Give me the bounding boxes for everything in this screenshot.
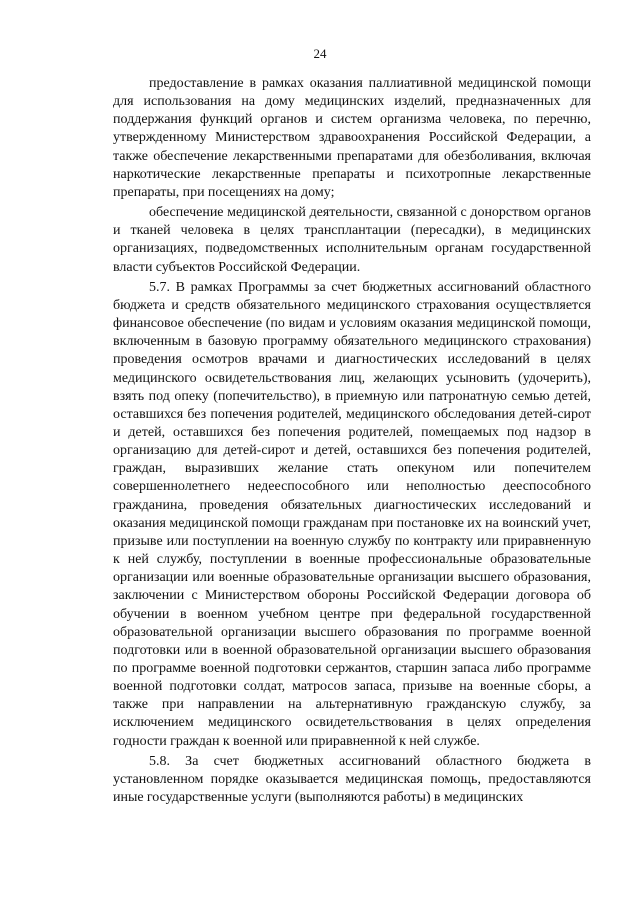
paragraph-section-5-7: 5.7. В рамках Программы за счет бюджетных ассигнований областного бюджета и средств обязательного медицинского страхования осуществляется финансовое обеспечение (по видам и условиям оказания медицинской помощи, включенным в базовую программу обязательного медицинского страхования) проведения осмотров врачами и диагностических исследований в целях медицинского освидетельствования лиц, желающих усыновить (удочерить), взять под опеку (попечительство), в приемную или патронатную семью детей, оставшихся без попечения родителей, медицинского обследования детей-сирот и детей, оставшихся без попечения родителей, помещаемых под надзор в организацию для детей-сирот и детей, оставшихся без попечения родителей, граждан, выразивших желание стать опекуном или попечителем совершеннолетнего недееспособного или неполностью дееспособного гражданина, проведения обязательных диагностических исследований и оказания медицинской помощи гражданам при постановке их на воинский учет, призыве или поступлении на военную службу по контракту или приравненную к ней службу, поступлении в военные профессиональные образовательные организации или военные образовательные организации высшего образования, заключении с Министерством обороны Российской Федерации договора об обучении в военном учебном центре при федеральной государственной образовательной организации высшего образования по программе военной подготовки или в военной образовательной организации высшего образования по программе военной подготовки сержантов, старшин запаса либо программе военной подготовки солдат, матросов запаса, призыве на военные сборы, а также при направлении на альтернативную гражданскую службу, за исключением медицинского освидетельствования в целях определения годности граждан к военной или приравненной к ней службе.	[113, 279, 591, 749]
paragraph-section-5-8: 5.8. За счет бюджетных ассигнований областного бюджета в установленном порядке оказывается медицинская помощь, предоставляются иные государственные услуги (выполняются работы) в медицинских	[113, 753, 591, 806]
page-number: 24	[313, 46, 327, 61]
paragraph-palliative-care: предоставление в рамках оказания паллиативной медицинской помощи для использования на дому медицинских изделий, предназначенных для поддержания функций органов и систем организма человека, по перечню, утвержденному Министерством здравоохранения Российской Федерации, а также обеспечение лекарственными препаратами для обезболивания, включая наркотические лекарственные препараты и психотропные лекарственные препараты, при посещениях на дому;	[113, 76, 591, 200]
document-body	[113, 75, 591, 807]
paragraph-organ-donation: обеспечение медицинской деятельности, связанной с донорством органов и тканей человека в целях трансплантации (пересадки), в медицинских организациях, подведомственных исполнительным органам государственной власти субъектов Российской Федерации.	[113, 205, 591, 275]
